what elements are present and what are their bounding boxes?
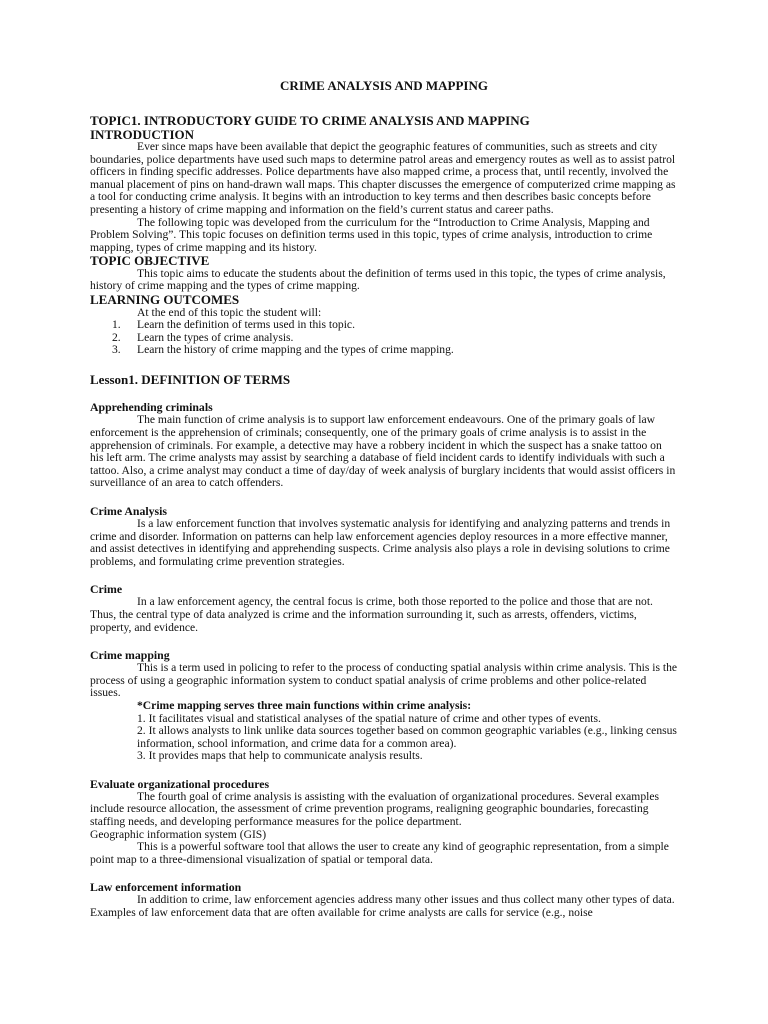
term-heading-crime: Crime — [90, 582, 123, 597]
crime-mapping-function-1: 1. It facilitates visual and statistical analyses of the spatial nature of crime and other types of events. — [137, 711, 601, 725]
list-item-text: Learn the definition of terms used in this topic. — [137, 318, 355, 332]
term-heading-crime-analysis: Crime Analysis — [90, 503, 168, 518]
topic-objective-heading: TOPIC OBJECTIVE — [90, 253, 210, 269]
gis-label: Geographic information system (GIS) — [90, 827, 267, 841]
term-heading-evaluate-procedures: Evaluate organizational procedures — [90, 776, 270, 791]
document-title: CRIME ANALYSIS AND MAPPING — [280, 78, 488, 93]
crime-mapping-function-3: 3. It provides maps that help to communicate analysis results. — [137, 749, 423, 763]
document-body — [90, 114, 678, 920]
list-number: 1. — [112, 318, 121, 332]
gis-text: This is a powerful software tool that allows the user to create any kind of geographic representation, from a simple point map to a three-dimensional visualization of spatial or temporal data. — [90, 840, 669, 866]
term-text-crime-analysis: Is a law enforcement function that involves systematic analysis for identifying and analyzing patterns and trends in crime and disorder. Information on patterns can help law enforcement agencies deploy resources in a more effective manner, and assist detectives in identifying and apprehending suspects. Crime analysis also plays a role in devising solutions to crime problems, and formulating crime prevention strategies. — [90, 516, 671, 568]
list-item-text: Learn the types of crime analysis. — [137, 330, 294, 344]
list-number: 2. — [112, 330, 121, 344]
list-item-text: Learn the history of crime mapping and the types of crime mapping. — [137, 343, 454, 357]
term-text-evaluate-procedures: The fourth goal of crime analysis is assisting with the evaluation of organizational procedures. Several examples include resource allocation, the assessment of crime prevention programs, realigning geographic boundaries, forecasting staffing needs, and developing performance measures for the police department. — [90, 789, 659, 829]
list-number: 3. — [112, 343, 121, 357]
list-item — [90, 344, 678, 357]
term-text-law-enforcement-information: In addition to crime, law enforcement agencies address many other issues and thus collect many other types of data. Examples of law enforcement data that are often available for crime analysts are calls for service (e.g., noise — [90, 893, 675, 920]
term-heading-apprehending-criminals: Apprehending criminals — [90, 400, 213, 415]
topic-objective-text: This topic aims to educate the students about the definition of terms used in this topic, the types of crime analysis, history of crime mapping and the types of crime mapping. — [90, 266, 666, 293]
introduction-paragraph-1: Ever since maps have been available that depict the geographic features of communities, such as streets and city boundaries, police departments have used such maps to determine patrol areas and emergency routes as well as to assist patrol officers in finding specific addresses. Police departments have also mapped crime, a process that, until recently, involved the manual placement of pins on hand-drawn wall maps. This chapter discusses the emergence of computerized crime mapping as a tool for conducting crime analysis. It begins with an introduction to key terms and then describes basic concepts before presenting a history of crime mapping and information on the field’s current status and career paths. — [90, 140, 676, 216]
term-heading-crime-mapping: Crime mapping — [90, 648, 170, 663]
introduction-heading: INTRODUCTION — [90, 126, 195, 142]
crime-mapping-functions-heading: *Crime mapping serves three main functions within crime analysis: — [137, 698, 472, 712]
introduction-paragraph-2: The following topic was developed from the curriculum for the “Introduction to Crime Analysis, Mapping and Problem Solving”. This topic focuses on definition terms used in this topic, types of crime analysis, introduction to crime mapping, types of crime mapping and its history. — [90, 215, 653, 254]
crime-mapping-function-2: 2. It allows analysts to link unlike data sources together based on common geographic variables (e.g., linking census information, school information, and crime data for a common area). — [137, 724, 677, 750]
term-text-crime: In a law enforcement agency, the central focus is crime, both those reported to the police and those that are not. Thus, the central type of data analyzed is crime and the information surrounding it, such as arrests, offenders, victims, property, and evidence. — [90, 595, 653, 634]
term-text-apprehending-criminals: The main function of crime analysis is to support law enforcement endeavours. One of the primary goals of law enforcement is the apprehension of criminals; consequently, one of the primary goals of crime analysis is to assist in the apprehension of criminals. For example, a detective may have a robbery incident in which the suspect has a snake tattoo on his left arm. The crime analysts may assist by searching a database of field incident cards to identify individuals with such a tattoo. Also, a crime analyst may conduct a time of day/day of week analysis of burglary incidents that would assist officers in surveillance of an area to catch offenders. — [90, 413, 676, 490]
learning-outcomes-list — [90, 319, 678, 357]
term-heading-law-enforcement-information: Law enforcement information — [90, 880, 242, 895]
term-text-crime-mapping: This is a term used in policing to refer to the process of conducting spatial analysis within crime analysis. This is the process of using a geographic information system to conduct spatial analysis of crime problems and other police-related issues. — [90, 661, 678, 700]
topic-heading: TOPIC1. INTRODUCTORY GUIDE TO CRIME ANALYSIS AND MAPPING — [90, 113, 530, 128]
lesson-heading: Lesson1. DEFINITION OF TERMS — [90, 371, 291, 387]
learning-outcomes-heading: LEARNING OUTCOMES — [90, 292, 240, 308]
learning-outcomes-lead: At the end of this topic the student will: — [137, 305, 322, 319]
